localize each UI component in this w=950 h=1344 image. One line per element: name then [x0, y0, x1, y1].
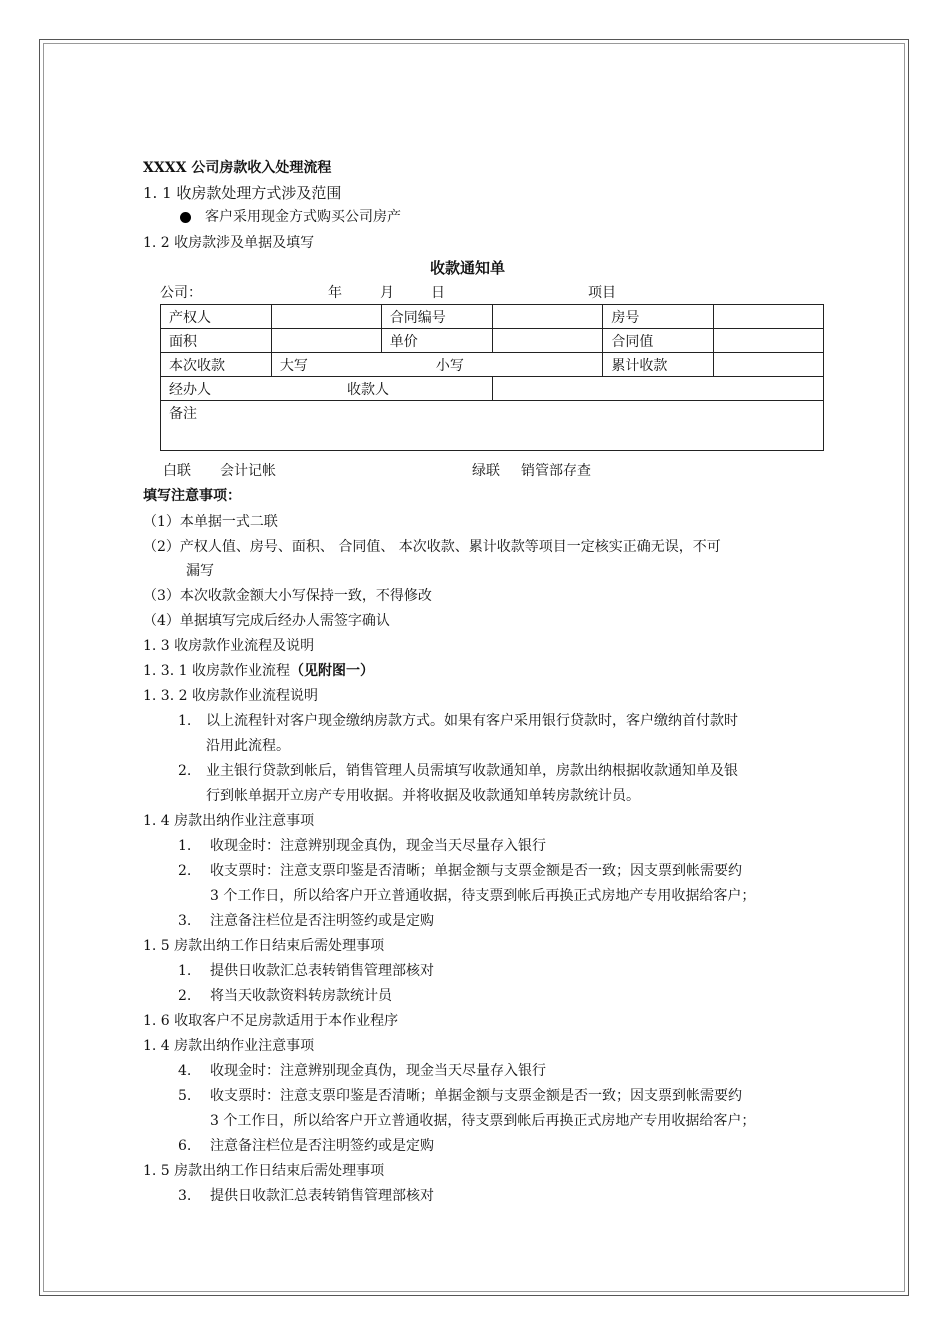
list-number: 2. [178, 988, 192, 1004]
footer-green-desc: 销管部存查 [521, 463, 591, 479]
notes-title: 填写注意事项： [143, 488, 241, 504]
form-row-area [161, 329, 824, 353]
list-text: 将当天收款资料转房款统计员 [210, 988, 392, 1004]
section-1-5-repeat: 1. 5 房款出纳工作日结束后需处理事项 [143, 1163, 385, 1179]
form-cell-label: 合同编号 [381, 305, 492, 329]
form-cell-label: 本次收款 [161, 353, 272, 377]
form-cell-value [714, 329, 824, 353]
section-1-2: 1. 2 收房款涉及单据及填写 [143, 235, 315, 251]
list-text: 收支票时：注意支票印鉴是否清晰；单据金额与支票金额是否一致；因支票到帐需要约 [210, 863, 742, 879]
form-cell-amount [271, 353, 603, 377]
section-1-1: 1. 1 收房款处理方式涉及范围 [143, 184, 342, 202]
section-1-6: 1. 6 收取客户不足房款适用于本作业程序 [143, 1013, 399, 1029]
list-number: 1. [178, 713, 192, 729]
form-header-year: 年 [328, 285, 342, 301]
section-1-3-1-ref: （见附图一） [289, 663, 374, 679]
form-cell-value [492, 305, 603, 329]
list-text: 收现金时：注意辨别现金真伪，现金当天尽量存入银行 [210, 1063, 546, 1079]
list-text: 提供日收款汇总表转销售管理部核对 [210, 963, 434, 979]
list-text: 提供日收款汇总表转销售管理部核对 [210, 1188, 434, 1204]
list-number: 5. [178, 1088, 192, 1104]
form-cell-label: 面积 [161, 329, 272, 353]
form-header-project: 项目 [588, 285, 616, 301]
bullet-icon [180, 212, 191, 223]
form-cell-value [714, 305, 824, 329]
form-row-owner [161, 305, 824, 329]
form-row-payment [161, 353, 824, 377]
doc-title: XXXX 公司房款收入处理流程 [143, 160, 332, 176]
bullet-text: 客户采用现金方式购买公司房产 [205, 209, 401, 225]
form-cell-label: 合同值 [603, 329, 714, 353]
receipt-form-table [160, 304, 824, 451]
form-row-handler [161, 377, 824, 401]
list-number: 2. [178, 763, 192, 779]
list-text: 业主银行贷款到帐后，销售管理人员需填写收款通知单，房款出纳根据收款通知单及银 [206, 763, 738, 779]
list-text: 行到帐单据开立房产专用收据。并将收据及收款通知单转房款统计员。 [206, 788, 640, 804]
list-text: 收现金时：注意辨别现金真伪，现金当天尽量存入银行 [210, 838, 546, 854]
amount-uppercase-label: 大写 [279, 357, 308, 374]
section-1-3-1 [143, 661, 374, 681]
footer-white-desc: 会计记帐 [220, 463, 276, 479]
form-cell-label: 产权人 [161, 305, 272, 329]
form-cell-value [492, 329, 603, 353]
list-number: 3. [178, 1188, 192, 1204]
form-title: 收款通知单 [430, 259, 506, 277]
section-1-3: 1. 3 收房款作业流程及说明 [143, 638, 315, 654]
form-cell-label: 单价 [381, 329, 492, 353]
receiver-label: 收款人 [347, 381, 389, 398]
note-item: （4）单据填写完成后经办人需签字确认 [143, 613, 390, 629]
form-header-day: 日 [431, 285, 445, 301]
footer-white-copy: 白联 [163, 463, 191, 479]
section-1-3-2: 1. 3. 2 收房款作业流程说明 [143, 688, 318, 704]
list-number: 1. [178, 838, 192, 854]
form-cell-remarks: 备注 [161, 401, 824, 451]
note-item: （3）本次收款金额大小写保持一致，不得修改 [143, 588, 432, 604]
list-text: 3 个工作日，所以给客户开立普通收据，待支票到帐后再换正式房地产专用收据给客户； [210, 888, 756, 904]
form-header-company: 公司： [160, 285, 202, 301]
list-number: 3. [178, 913, 192, 929]
amount-lowercase-label: 小写 [435, 357, 464, 374]
form-cell-label: 房号 [603, 305, 714, 329]
note-item: （2）产权人值、房号、面积、 合同值、 本次收款、累计收款等项目一定核实正确无误，不可 [143, 539, 721, 555]
note-item-continued: 漏写 [186, 563, 214, 579]
handler-label: 经办人 [169, 381, 211, 398]
form-cell-handler [161, 377, 493, 401]
list-text: 3 个工作日，所以给客户开立普通收据，待支票到帐后再换正式房地产专用收据给客户； [210, 1113, 756, 1129]
list-text: 注意备注栏位是否注明签约或是定购 [210, 1138, 434, 1154]
footer-green-copy: 绿联 [472, 463, 500, 479]
form-cell-label: 累计收款 [603, 353, 714, 377]
list-text: 注意备注栏位是否注明签约或是定购 [210, 913, 434, 929]
form-cell-value [271, 305, 381, 329]
list-text: 以上流程针对客户现金缴纳房款方式。如果有客户采用银行贷款时，客户缴纳首付款时 [206, 713, 738, 729]
section-1-4-repeat: 1. 4 房款出纳作业注意事项 [143, 1038, 315, 1054]
section-1-3-1-text: 1. 3. 1 收房款作业流程 [143, 663, 290, 679]
list-number: 1. [178, 963, 192, 979]
list-text: 收支票时：注意支票印鉴是否清晰；单据金额与支票金额是否一致；因支票到帐需要约 [210, 1088, 742, 1104]
list-number: 4. [178, 1063, 192, 1079]
form-cell-value [492, 377, 823, 401]
form-header-month: 月 [380, 285, 394, 301]
note-item: （1）本单据一式二联 [143, 514, 278, 530]
list-number: 2. [178, 863, 192, 879]
list-number: 6. [178, 1138, 192, 1154]
section-1-4: 1. 4 房款出纳作业注意事项 [143, 813, 315, 829]
form-cell-value [714, 353, 824, 377]
section-1-5: 1. 5 房款出纳工作日结束后需处理事项 [143, 938, 385, 954]
bullet-item [180, 207, 401, 227]
list-text: 沿用此流程。 [206, 738, 290, 754]
form-row-remarks [161, 401, 824, 451]
form-cell-value [271, 329, 381, 353]
